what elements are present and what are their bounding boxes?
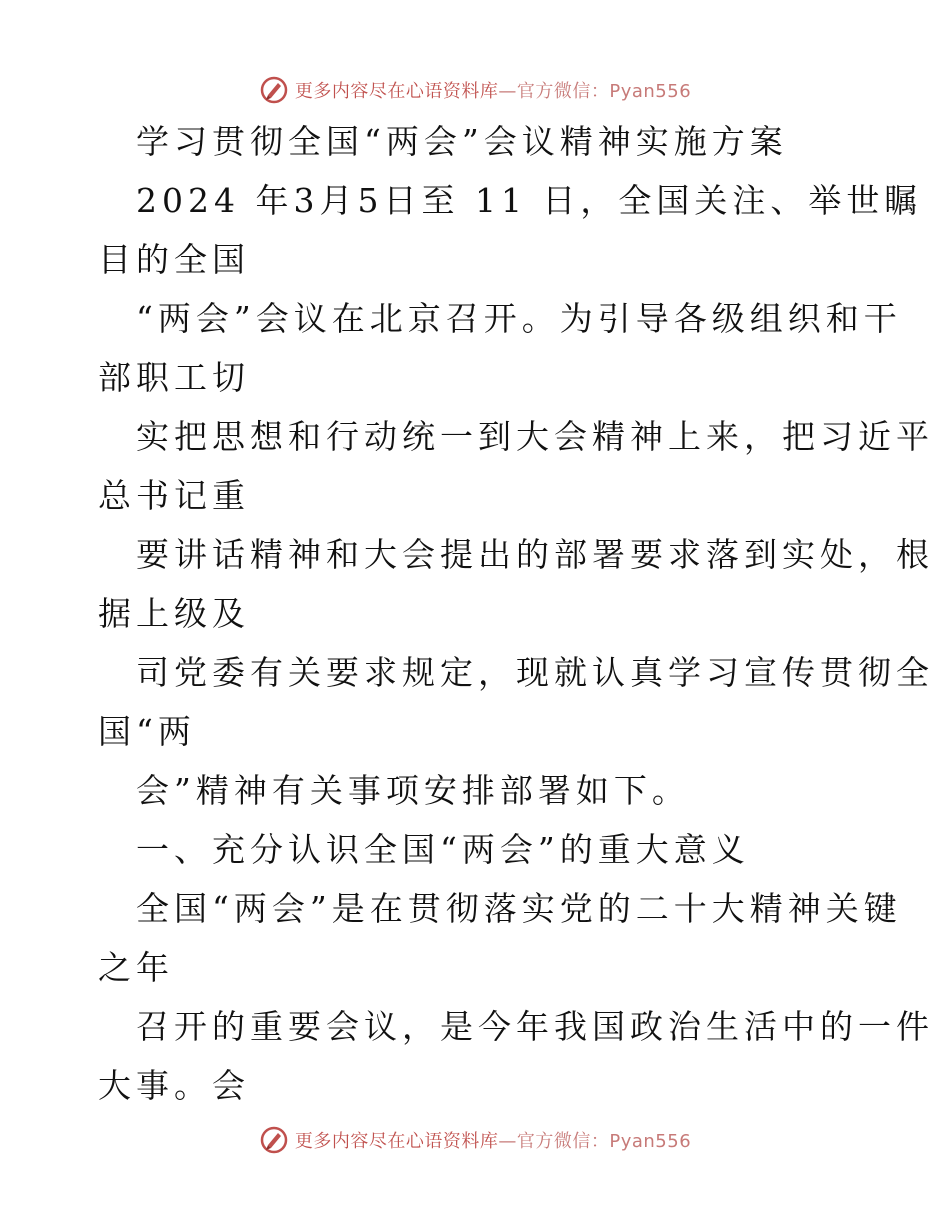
paragraph-line: 实把思想和行动统一到大会精神上来，把习近平	[136, 417, 934, 456]
paragraph-line: 司党委有关要求规定，现就认真学习宣传贯彻全	[136, 653, 934, 692]
pen-logo-icon	[259, 1125, 289, 1155]
header-watermark-banner	[0, 72, 950, 108]
paragraph-line: 目的全国	[98, 240, 250, 279]
paragraph-line: 据上级及	[98, 594, 250, 633]
paragraph-line: 全国“两会”是在贯彻落实党的二十大精神关键	[136, 889, 902, 928]
paragraph-line: “两会”会议在北京召开。为引导各级组织和干	[136, 299, 902, 338]
paragraph-line: 部职工切	[98, 358, 250, 397]
paragraph-line: 之年	[98, 948, 174, 987]
section-heading: 一、充分认识全国“两会”的重大意义	[136, 830, 750, 869]
paragraph-line: 要讲话精神和大会提出的部署要求落到实处，根	[136, 535, 934, 574]
document-title: 学习贯彻全国“两会”会议精神实施方案	[136, 122, 788, 161]
header-banner-text: 更多内容尽在心语资料库—官方微信：Pyan556	[294, 81, 692, 102]
paragraph-line: 会”精神有关事项安排部署如下。	[136, 771, 690, 810]
paragraph-line: 大事。会	[98, 1066, 250, 1105]
footer-banner-text: 更多内容尽在心语资料库—官方微信：Pyan556	[294, 1131, 692, 1152]
paragraph-line: 国“两	[98, 712, 196, 751]
paragraph-line: 召开的重要会议，是今年我国政治生活中的一件	[136, 1007, 934, 1046]
footer-watermark-banner	[0, 1122, 950, 1158]
paragraph-line: 2024 年3月5日至 11 日，全国关注、举世瞩	[136, 181, 923, 220]
pen-logo-icon	[259, 75, 289, 105]
paragraph-line: 总书记重	[98, 476, 250, 515]
